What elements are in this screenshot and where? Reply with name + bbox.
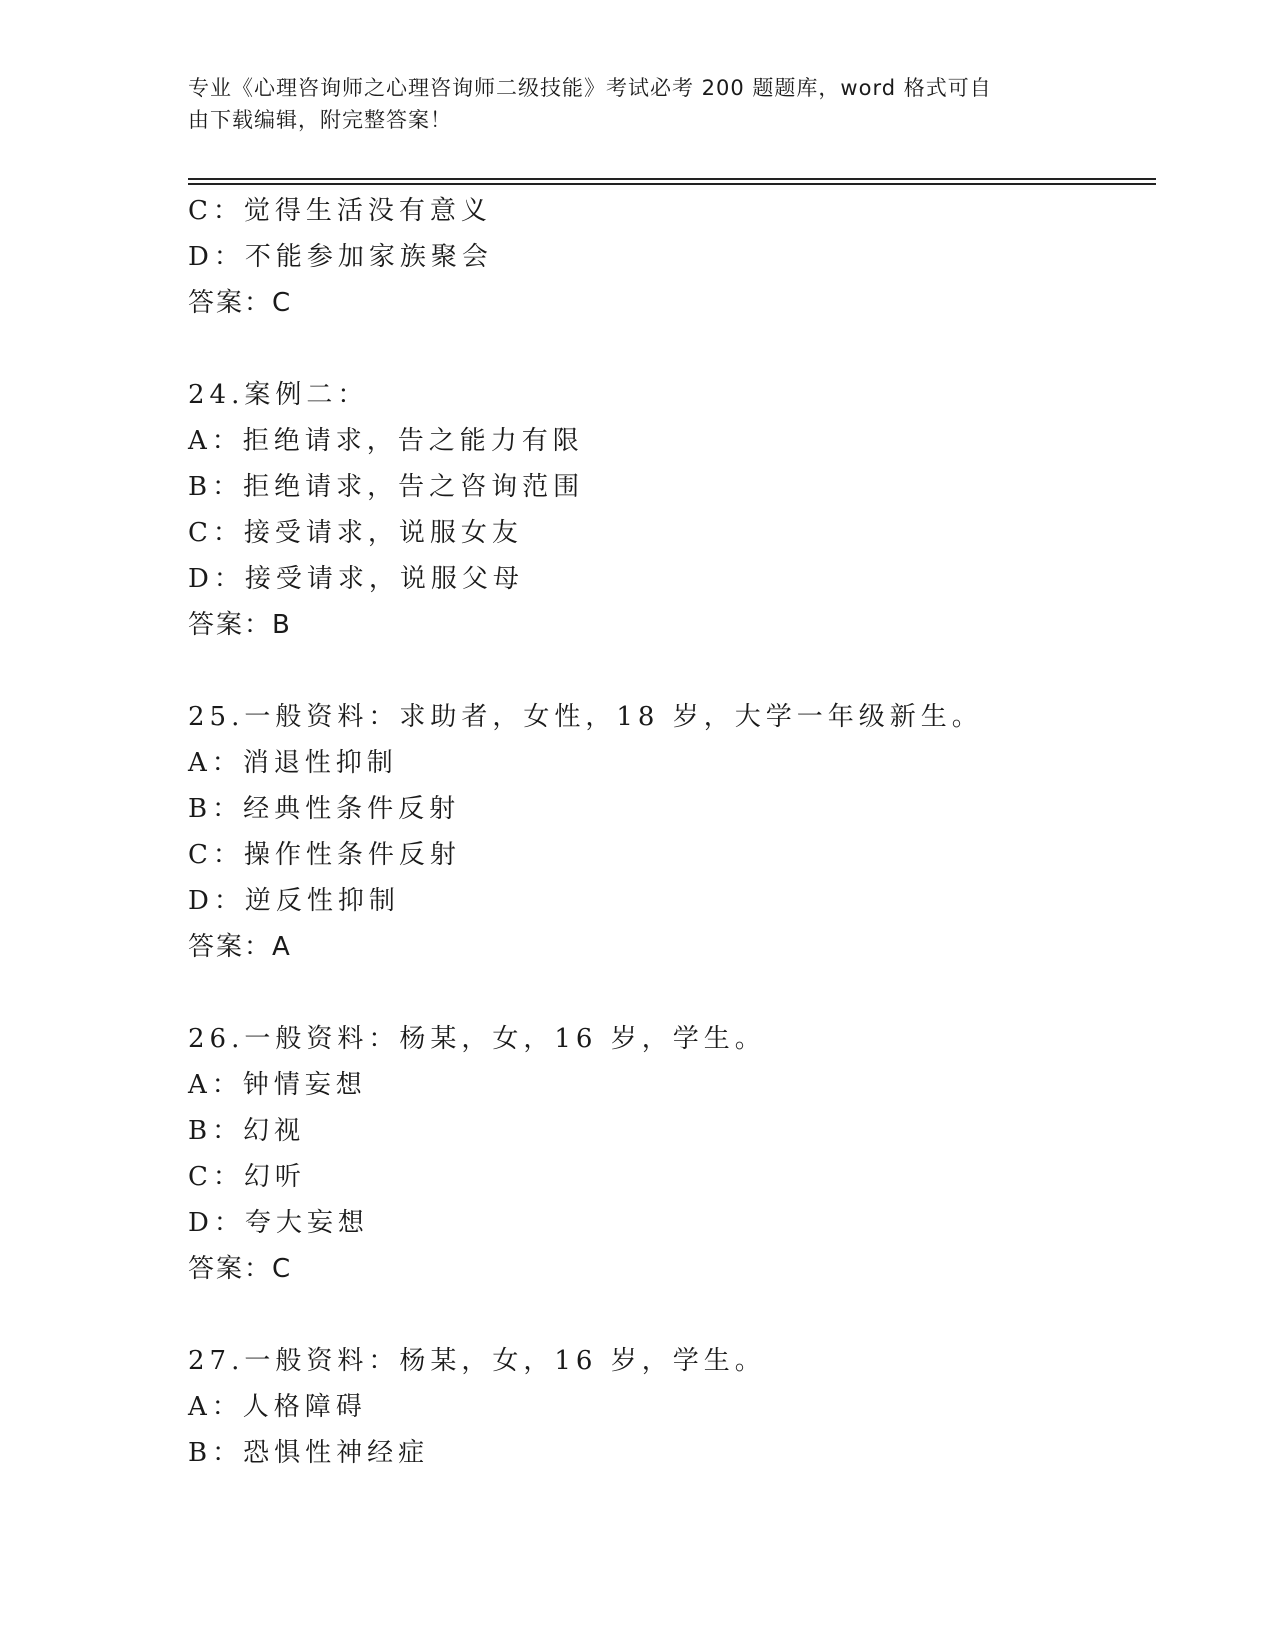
question-stem: 27.一般资料：杨某，女，16 岁，学生。 [188,1346,766,1376]
option-b: B：拒绝请求，告之咨询范围 [188,472,585,502]
header-rule-bottom [188,183,1156,185]
option-b: B：经典性条件反射 [188,794,461,824]
option-c: C：觉得生活没有意义 [188,196,492,226]
option-c: C：幻听 [188,1162,306,1192]
question-24 [188,372,1148,648]
option-d: D：不能参加家族聚会 [188,242,493,272]
question-stem: 24.案例二： [188,380,369,410]
option-a: A：人格障碍 [188,1392,367,1422]
option-a: A：拒绝请求，告之能力有限 [188,426,584,456]
question-26 [188,1016,1148,1292]
option-b: B：幻视 [188,1116,306,1146]
option-d: D：逆反性抑制 [188,886,400,916]
answer-line: 答案：C [188,288,293,318]
question-list [188,188,1148,1476]
option-b: B：恐惧性神经症 [188,1438,430,1468]
header-rule-top [188,178,1156,180]
header-line-1: 专业《心理咨询师之心理咨询师二级技能》考试必考 200 题题库，word 格式可自 [188,76,992,100]
answer-line: 答案：C [188,1254,293,1284]
question-27 [188,1338,1148,1476]
question-continued [188,188,1148,326]
option-d: D：接受请求，说服父母 [188,564,524,594]
answer-line: 答案：B [188,610,292,640]
option-c: C：操作性条件反射 [188,840,461,870]
option-d: D：夸大妄想 [188,1208,369,1238]
question-25 [188,694,1148,970]
option-a: A：钟情妄想 [188,1070,367,1100]
question-stem: 25.一般资料：求助者，女性，18 岁，大学一年级新生。 [188,702,983,732]
option-a: A：消退性抑制 [188,748,398,778]
document-header [188,72,1068,136]
answer-line: 答案：A [188,932,292,962]
header-line-2: 由下载编辑，附完整答案！ [188,108,452,132]
question-stem: 26.一般资料：杨某，女，16 岁，学生。 [188,1024,766,1054]
option-c: C：接受请求，说服女友 [188,518,523,548]
